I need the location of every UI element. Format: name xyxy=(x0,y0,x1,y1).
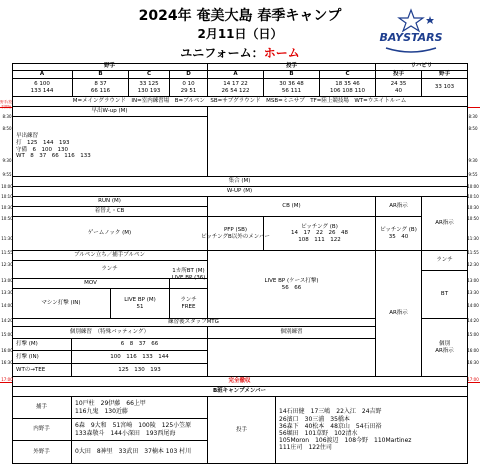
kobetsu-fielder: 個別練習 （特殊バッティング） xyxy=(12,327,208,339)
pitchers-header: 投手 xyxy=(208,63,376,71)
time-930: 9:30 xyxy=(2,158,12,163)
wt-tee-members: 125 130 193 xyxy=(72,364,208,377)
time-r-1600: 16:00 xyxy=(467,348,479,353)
uniform-value: ホーム xyxy=(263,46,300,60)
rehab-pitcher-members: 24 35 40 xyxy=(376,79,422,97)
early-bat: 打 125 144 193 xyxy=(16,139,70,146)
kobetsu-pitcher: 個別練習 xyxy=(208,327,376,339)
time-r-1420: 14:20 xyxy=(467,318,479,323)
wt-tee-label: WTの→TEE xyxy=(12,364,72,377)
time-830: 8:30 xyxy=(2,114,12,119)
time-r-1500: 15:00 xyxy=(467,332,479,337)
time-r-1400: 14:00 xyxy=(467,303,479,308)
baystars-logo xyxy=(380,8,442,60)
time-1500: 15:00 xyxy=(1,332,13,337)
fielder-col-b: B xyxy=(73,71,129,79)
time-r-1330: 13:30 xyxy=(467,290,479,295)
early-practice-title: 早出練習 xyxy=(16,133,39,140)
logo-text: BAYSTARS xyxy=(379,31,443,44)
roster-outfield: 0大田 8神里 33武田 37楠本 103 村川 xyxy=(72,441,208,464)
bullpen-row: ブルペン立ち／捕手ブルペン xyxy=(12,251,208,261)
cb-row: CB (M) xyxy=(208,197,376,217)
roster-outfield-label: 外野手 xyxy=(12,441,72,464)
lunch-rehab: ランチ xyxy=(422,251,468,271)
time-1000: 10:00 xyxy=(1,184,13,189)
ichikasho-bt: 1カ所BT (M) LIVE BP (36) xyxy=(170,261,208,289)
pitcher-col-b: B xyxy=(264,71,320,79)
time-1155: 11:55 xyxy=(1,250,13,255)
fielder-col-d: D xyxy=(170,71,208,79)
pitcher-c-members: 18 35 46 106 108 110 xyxy=(320,79,376,97)
fielder-c-members: 33 125 130 193 xyxy=(129,79,170,97)
pitching-b2: ピッチング (B) 35 40 xyxy=(376,217,422,251)
time-1600: 16:00 xyxy=(1,348,13,353)
end-line-left xyxy=(0,382,12,383)
time-r-1030: 10:30 xyxy=(467,205,479,210)
start-line-left xyxy=(0,107,12,108)
legend-row: M=メイングラウンド IN=室内練習場 B=ブルペン SB=サブグラウンド MSB=ミニサブ TF=陸上競技場 WT=ウエイトルーム xyxy=(12,97,468,107)
time-r-930: 9:30 xyxy=(468,158,478,163)
pitcher-col-c: C xyxy=(320,71,376,79)
dageki-in-label: 打撃 (IN) xyxy=(12,351,72,364)
ar-instruction-1: AR指示 xyxy=(376,197,422,217)
time-1700: 17:00 xyxy=(1,377,13,382)
pitcher-b-members: 30 36 48 56 111 xyxy=(264,79,320,97)
roster-infield: 6森 9大和 51宮崎 100陵 125小笠原 133森敬斗 144小深田 193西尾海 xyxy=(72,419,208,441)
time-r-1630: 16:30 xyxy=(467,360,479,365)
time-r-1130: 11:30 xyxy=(467,236,479,241)
live-bp-m: LIVE BP (M) 51 xyxy=(111,289,170,319)
start-line-right xyxy=(468,107,480,108)
pitcher-a-members: 14 17 22 26 54 122 xyxy=(208,79,264,97)
schedule-date: 2月11日（日） xyxy=(197,27,283,41)
rehab-header: リハビリ xyxy=(376,63,468,71)
star-icon xyxy=(399,10,434,31)
fielder-a-members: 6 100 133 144 xyxy=(12,79,73,97)
live-bp-case: LIVE BP (ケース打撃) 56 66 xyxy=(208,251,376,319)
dageki-in-members: 100 116 133 144 xyxy=(72,351,208,364)
early-wt: WT 8 37 66 116 133 xyxy=(16,153,91,160)
time-1400: 14:00 xyxy=(1,303,13,308)
schedule-grid xyxy=(12,63,468,464)
uniform-label: ユニフォーム： xyxy=(180,46,264,60)
bt-row: BT xyxy=(422,271,468,319)
end-line-right xyxy=(468,382,480,383)
time-r-1000: 10:00 xyxy=(467,184,479,189)
time-1420: 14:20 xyxy=(1,318,13,323)
time-r-1050: 10:50 xyxy=(467,216,479,221)
time-1050: 10:50 xyxy=(1,216,13,221)
fielder-d-members: 0 10 29 51 xyxy=(170,79,208,97)
b-group-header: B班キャンプメンバー xyxy=(12,387,468,397)
staff-mtg: 練習後スタッフMTG xyxy=(12,319,376,327)
pitching-b: ピッチング (B) 14 17 22 26 48 108 111 122 xyxy=(264,217,376,251)
ar-instruction-center: AR指示 xyxy=(376,251,422,377)
fielder-col-a: A xyxy=(12,71,73,79)
kigae-row: 着替え・CB xyxy=(12,207,208,217)
time-1230: 12:30 xyxy=(1,262,13,267)
early-wup: 早出W-up (M) xyxy=(12,107,208,117)
run-row: RUN (M) xyxy=(12,197,208,207)
pitcher-col-a: A xyxy=(208,71,264,79)
roster-pitcher-label: 投手 xyxy=(208,397,276,464)
time-1330: 13:30 xyxy=(1,290,13,295)
time-r-850: 8:50 xyxy=(468,126,478,131)
dageki-m-label: 打撃 (M) xyxy=(12,339,72,351)
time-r-1010: 10:10 xyxy=(467,194,479,199)
time-1630: 16:30 xyxy=(1,360,13,365)
time-1130: 11:30 xyxy=(1,236,13,241)
page-title: 2024年 奄美大島 春季キャンプ xyxy=(138,8,342,24)
time-r-1700: 17:00 xyxy=(467,377,479,382)
pfp-sb: PFP (SB) ピッチングB以外のメンバー xyxy=(208,217,264,251)
time-1010: 10:10 xyxy=(1,194,13,199)
rehab-fielder-members: 33 103 xyxy=(422,79,468,97)
shugo-row: 集合 (M) xyxy=(12,177,468,187)
roster-catcher-label: 捕手 xyxy=(12,397,72,419)
ar-instruction-2: AR指示 xyxy=(422,197,468,251)
wup-row: W-UP (M) xyxy=(12,187,468,197)
early-def: 守備 6 100 130 xyxy=(16,146,68,153)
machine-batting: マシン打撃 (IN) xyxy=(12,289,111,319)
rehab-col-pitcher: 投手 xyxy=(376,71,422,79)
kobetsu-rehab: 個別 AR指示 xyxy=(422,319,468,377)
early-practice xyxy=(12,117,208,177)
fielder-b-members: 8 37 66 116 xyxy=(73,79,129,97)
fielder-col-c: C xyxy=(129,71,170,79)
rehab-col-fielder: 野手 xyxy=(422,71,468,79)
fielders-header: 野手 xyxy=(12,63,208,71)
mov-row: MOV xyxy=(12,279,170,289)
time-r-830: 8:30 xyxy=(468,114,478,119)
time-955: 9:55 xyxy=(2,172,12,177)
time-1030: 10:30 xyxy=(1,205,13,210)
time-r-955: 9:55 xyxy=(468,172,478,177)
time-r-1230: 12:30 xyxy=(467,262,479,267)
roster-catcher: 10戸柱 29伊藤 66上甲 116九鬼 130近藤 xyxy=(72,397,208,419)
roster-infield-label: 内野手 xyxy=(12,419,72,441)
time-start-label: 野手/投手開始 xyxy=(0,100,12,109)
roster-pitcher: 14石田健 17三嶋 22入江 24吉野 26濱口 30三浦 35橋本 36森下 40松本 48京山 54石田裕 56堀田 101草野 102清水 105Moron 106渡辺 108今野 110Martinez 111庄司 122住司 xyxy=(276,397,468,464)
time-1300: 13:00 xyxy=(1,278,13,283)
time-r-1155: 11:55 xyxy=(467,250,479,255)
dageki-m-members: 6 8 37 66 xyxy=(72,339,208,351)
time-r-1300: 13:00 xyxy=(467,278,479,283)
time-850: 8:50 xyxy=(2,126,12,131)
game-knock: ゲームノック (M) xyxy=(12,217,208,251)
kanzen-tesshu: 完全徹収 xyxy=(12,377,468,387)
lunch-free: ランチ FREE xyxy=(170,289,208,319)
lunch-fielder: ランチ xyxy=(12,261,208,279)
